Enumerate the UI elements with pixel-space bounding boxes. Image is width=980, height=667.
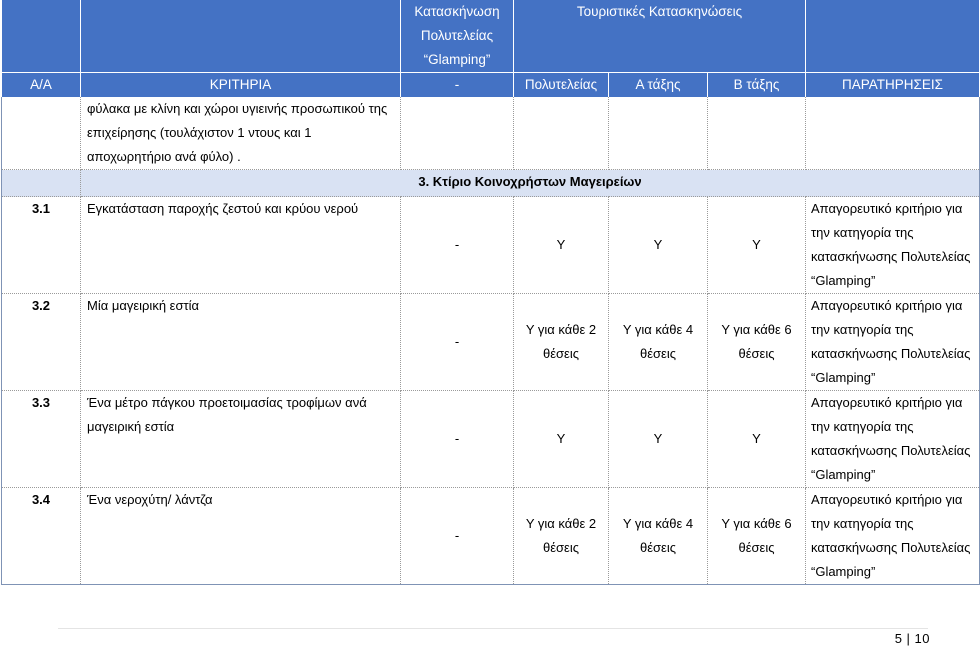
header-columns-row — [2, 73, 980, 98]
column-header-luxury: Πολυτελείας — [514, 73, 609, 98]
criteria-table — [1, 0, 980, 585]
column-header-notes: ΠΑΡΑΤΗΡΗΣΕΙΣ — [806, 73, 980, 98]
header-group-row — [2, 0, 980, 73]
row-glamping: - — [401, 391, 514, 488]
cell-num — [2, 97, 81, 170]
column-header-glamping: - — [401, 73, 514, 98]
cell-luxury — [514, 97, 609, 170]
footer-divider — [58, 628, 928, 629]
row-b-class: Υ — [708, 197, 806, 294]
row-a-class: Υ — [609, 391, 708, 488]
row-luxury: Υ — [514, 391, 609, 488]
row-number: 3.4 — [2, 488, 81, 585]
row-criterion: Μία μαγειρική εστία — [81, 294, 401, 391]
row-number: 3.1 — [2, 197, 81, 294]
table-row — [2, 197, 980, 294]
row-notes: Απαγορευτικό κριτήριο για την κατηγορία της κατασκήνωσης Πολυτελείας “Glamping” — [806, 391, 980, 488]
header-blank-criteria — [81, 0, 401, 73]
page-number: 5 | 10 — [894, 631, 930, 646]
header-tourist-group: Τουριστικές Κατασκηνώσεις — [514, 0, 806, 73]
row-notes: Απαγορευτικό κριτήριο για την κατηγορία της κατασκήνωσης Πολυτελείας “Glamping” — [806, 197, 980, 294]
column-header-a-class: Α τάξης — [609, 73, 708, 98]
row-b-class: Υ — [708, 391, 806, 488]
section-num-cell — [2, 170, 81, 197]
cell-notes — [806, 97, 980, 170]
header-glamping-group: Κατασκήνωση Πολυτελείας “Glamping” — [401, 0, 514, 73]
row-number: 3.2 — [2, 294, 81, 391]
row-luxury: Υ για κάθε 2 θέσεις — [514, 488, 609, 585]
cell-a-class — [609, 97, 708, 170]
column-header-num: Α/Α — [2, 73, 81, 98]
cell-criterion: φύλακα με κλίνη και χώροι υγιεινής προσωπικού της επιχείρησης (τουλάχιστον 1 ντους και 1 αποχωρητήριο ανά φύλο) . — [81, 97, 401, 170]
row-luxury: Υ για κάθε 2 θέσεις — [514, 294, 609, 391]
row-criterion: Εγκατάσταση παροχής ζεστού και κρύου νερού — [81, 197, 401, 294]
header-blank-notes — [806, 0, 980, 73]
row-criterion: Ένα νεροχύτη/ λάντζα — [81, 488, 401, 585]
cell-b-class — [708, 97, 806, 170]
row-glamping: - — [401, 197, 514, 294]
row-b-class: Υ για κάθε 6 θέσεις — [708, 488, 806, 585]
column-header-b-class: Β τάξης — [708, 73, 806, 98]
cell-glamping — [401, 97, 514, 170]
row-notes: Απαγορευτικό κριτήριο για την κατηγορία της κατασκήνωσης Πολυτελείας “Glamping” — [806, 488, 980, 585]
row-b-class: Υ για κάθε 6 θέσεις — [708, 294, 806, 391]
row-a-class: Υ για κάθε 4 θέσεις — [609, 488, 708, 585]
header-blank-num — [2, 0, 81, 73]
table-row — [2, 294, 980, 391]
row-glamping: - — [401, 488, 514, 585]
row-number: 3.3 — [2, 391, 81, 488]
row-notes: Απαγορευτικό κριτήριο για την κατηγορία της κατασκήνωσης Πολυτελείας “Glamping” — [806, 294, 980, 391]
section-row — [2, 170, 980, 197]
table-row — [2, 391, 980, 488]
table-row — [2, 488, 980, 585]
row-a-class: Υ για κάθε 4 θέσεις — [609, 294, 708, 391]
row-criterion: Ένα μέτρο πάγκου προετοιμασίας τροφίμων ανά μαγειρική εστία — [81, 391, 401, 488]
row-luxury: Υ — [514, 197, 609, 294]
row-glamping: - — [401, 294, 514, 391]
column-header-criteria: ΚΡΙΤΗΡΙΑ — [81, 73, 401, 98]
section-title: 3. Κτίριο Κοινοχρήστων Μαγειρείων — [81, 170, 980, 197]
row-a-class: Υ — [609, 197, 708, 294]
table-row-continuation — [2, 97, 980, 170]
